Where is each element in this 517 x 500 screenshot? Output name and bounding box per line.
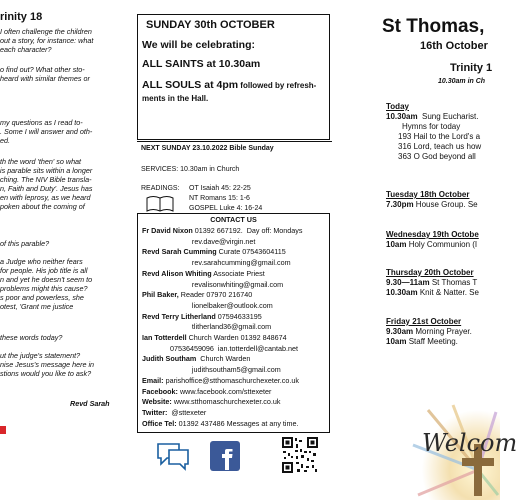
event-heading: Thursday 20th October <box>386 268 474 277</box>
contact-name: Email: <box>142 375 164 385</box>
event-time: 10.30am <box>386 288 418 297</box>
divider <box>137 141 332 142</box>
today-time: 10.30am <box>386 112 418 121</box>
reading-ot: OT Isaiah 45: 22-25 <box>189 185 251 192</box>
contact-name: Website: <box>142 397 172 407</box>
contact-line <box>142 345 298 353</box>
hymn-line: 363 O God beyond all <box>398 152 476 161</box>
contact-detail: 07536459096 ian.totterdell@cantab.net <box>142 343 298 353</box>
event-item <box>386 278 477 287</box>
chat-icon <box>155 440 191 472</box>
hymn-line: 193 Hail to the Lord's a <box>398 132 481 141</box>
contact-line <box>142 323 271 331</box>
contact-detail: Church Warden <box>196 354 251 364</box>
text-line: ching. The NIV Bible transla- <box>0 175 92 184</box>
contact-detail: Church Warden 01392 848674 <box>186 333 287 342</box>
contact-detail: www.stthomaschurchexeter.co.uk <box>171 397 281 407</box>
contact-name: Twitter: <box>142 407 168 417</box>
event-item <box>386 288 479 297</box>
contact-line <box>142 238 255 246</box>
event-heading: Wednesday 19th Octobe <box>386 230 479 239</box>
date-heading: 16th October <box>420 40 488 52</box>
event-text: Morning Prayer. <box>413 327 472 336</box>
event-item <box>386 200 478 209</box>
notices-column <box>137 0 332 500</box>
contact-detail: www.facebook.com/sttexeter <box>177 386 272 396</box>
today-heading: Today <box>386 102 409 111</box>
contact-line <box>142 313 262 321</box>
event-text: Staff Meeting. <box>406 337 458 346</box>
readings-label: READINGS: <box>141 185 180 192</box>
today-line: Sung Eucharist. <box>422 112 479 121</box>
reading-nt: NT Romans 15: 1-6 <box>189 195 250 202</box>
all-saints-line: ALL SAINTS at 10.30am <box>142 58 261 70</box>
text-line: is parable sits within a longer <box>0 166 93 175</box>
contact-name: Revd Alison Whiting <box>142 268 212 278</box>
welcome-text: Welcom <box>422 429 517 457</box>
text-line: a Judge who neither fears <box>0 257 83 266</box>
text-line: heard with similar themes or <box>0 74 90 83</box>
weekly-events-column <box>358 0 517 500</box>
text-line: these words today? <box>0 333 63 342</box>
sunday-heading: SUNDAY 30th OCTOBER <box>146 19 275 31</box>
event-text: House Group. Se <box>413 200 478 209</box>
contact-name: Fr David Nixon <box>142 226 193 235</box>
text-line: en with leprosy, as we heard <box>0 193 91 202</box>
contact-box <box>137 213 330 433</box>
event-text: St Thomas T <box>429 278 478 287</box>
text-line: otest, 'Grant me justice <box>0 302 74 311</box>
reflection-heading: rinity 18 <box>0 11 43 23</box>
today-line: Hymns for today <box>402 122 461 131</box>
contact-line <box>142 248 286 256</box>
text-line: poken about the coming of <box>0 202 85 211</box>
contact-detail: rev.dave@virgin.net <box>142 236 256 246</box>
text-line: stions would you like to ask? <box>0 369 92 378</box>
text-line: ed. <box>0 136 10 145</box>
text-line: . Some I will answer and oth- <box>0 127 93 136</box>
contact-detail: parishoffice@stthomaschurchexeter.co.uk <box>163 375 299 385</box>
event-time: 10am <box>386 240 407 249</box>
contact-detail: 07594633195 <box>215 311 262 321</box>
event-time: 10am <box>386 337 407 346</box>
contact-line <box>142 291 252 299</box>
text-line: nise Jesus's message here in <box>0 360 95 369</box>
contact-name: Revd Terry Litherland <box>142 311 216 321</box>
contact-detail: Reader 07970 216740 <box>178 290 253 300</box>
contact-name: Facebook: <box>142 386 178 396</box>
contact-detail: rev.sarahcumming@gmail.com <box>142 258 291 268</box>
contact-detail: Associate Priest <box>211 268 265 278</box>
contact-name: Ian Totterdell <box>142 333 187 342</box>
reading-gospel: GOSPEL Luke 4: 16-24 <box>189 205 263 212</box>
contact-line <box>142 259 291 267</box>
event-text: Knit & Natter. Se <box>417 288 479 297</box>
contact-line <box>142 281 283 289</box>
red-marker <box>0 426 6 434</box>
event-heading: Tuesday 18th October <box>386 190 470 199</box>
contact-name: Office Tel: <box>142 418 177 428</box>
contact-name: Judith Southam <box>142 354 197 364</box>
celebration-box <box>137 14 330 140</box>
church-title: St Thomas, <box>382 16 485 37</box>
bible-icon <box>145 194 175 214</box>
text-line: of this parable? <box>0 239 50 248</box>
text-line: th the word 'then' so what <box>0 157 82 166</box>
reflection-column <box>0 0 124 500</box>
contact-line <box>142 302 273 310</box>
text-line: s poor and powerless, she <box>0 293 84 302</box>
event-time: 9.30am <box>386 327 414 336</box>
contact-line <box>142 388 271 396</box>
contact-name: Revd Sarah Cumming <box>142 247 217 257</box>
text-line: n, Faith and Duty'. Jesus has <box>0 184 93 193</box>
contact-line <box>142 334 287 342</box>
facebook-icon <box>209 440 241 472</box>
contact-detail: Curate 07543604115 <box>216 247 286 257</box>
all-souls-line <box>142 79 316 91</box>
text-line: my questions as I read to- <box>0 118 83 127</box>
text-line: o find out? What other sto- <box>0 65 85 74</box>
contact-detail: judithsoutham5@gmail.com <box>142 365 281 375</box>
contact-heading: CONTACT US <box>210 215 257 224</box>
text-line: for people. His job title is all <box>0 266 88 275</box>
all-souls-followup-2: ments in the Hall. <box>142 94 209 103</box>
signature: Revd Sarah <box>70 399 110 408</box>
contact-line <box>142 377 299 385</box>
text-line: n and yet he doesn't seem to <box>0 275 93 284</box>
event-item <box>386 240 477 249</box>
text-line: I often challenge the children <box>0 27 92 36</box>
event-item <box>386 327 472 336</box>
event-item <box>386 337 458 346</box>
event-text: Holy Communion (I <box>406 240 478 249</box>
text-line: problems might this cause? <box>0 284 88 293</box>
contact-detail: @sttexeter <box>167 407 207 417</box>
contact-name: Phil Baker, <box>142 290 179 300</box>
services-line: SERVICES: 10.30am in Church <box>141 166 240 173</box>
text-line: out a story, for instance: what <box>0 36 94 45</box>
contact-detail: 01392 437486 Messages at any time. <box>176 418 299 428</box>
contact-line <box>142 398 281 406</box>
contact-detail: lionelbaker@outlook.com <box>142 300 273 310</box>
contact-line <box>142 355 250 363</box>
trinity-heading: Trinity 1 <box>450 62 493 74</box>
text-line: each character? <box>0 45 52 54</box>
event-time: 9.30—11am <box>386 278 430 287</box>
all-souls-time: ALL SOULS at 4pm <box>142 79 239 91</box>
event-heading: Friday 21st October <box>386 317 462 326</box>
contact-line <box>142 366 281 374</box>
contact-line <box>142 420 299 428</box>
qr-code-icon <box>281 436 319 474</box>
service-time: 10.30am in Ch <box>438 78 486 85</box>
contact-detail: 01392 667192. Day off: Mondays <box>192 226 303 235</box>
contact-line <box>142 270 265 278</box>
contact-detail: tlitherland36@gmail.com <box>142 322 272 332</box>
hymn-line: 316 Lord, teach us how <box>398 142 482 151</box>
all-souls-followup: followed by refresh- <box>238 81 317 90</box>
event-time: 7.30pm <box>386 200 414 209</box>
celebrating-line: We will be celebrating: <box>142 39 255 51</box>
contact-detail: revalisonwhiting@gmail.com <box>142 279 284 289</box>
text-line: ut the judge's statement? <box>0 351 81 360</box>
next-sunday-line: NEXT SUNDAY 23.10.2022 Bible Sunday <box>141 145 274 152</box>
contact-line <box>142 409 206 417</box>
contact-line <box>142 227 303 235</box>
